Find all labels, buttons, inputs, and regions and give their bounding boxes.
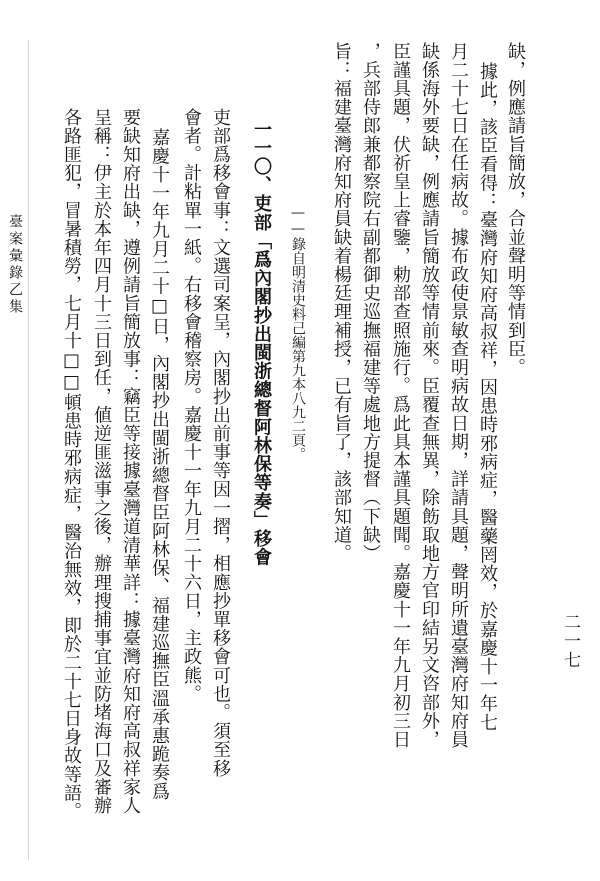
text-column: 據此，該臣看得：臺灣府知府高叔祥，因患時邪病症，醫藥罔效，於嘉慶十一年七: [477, 62, 498, 732]
text-column: 缺係海外要缺，例應請旨簡放等情前來。臣覆查無異，除飭取地方官印結另文咨部外，: [419, 42, 440, 749]
page-number: 二一七: [560, 613, 580, 670]
text-column: 旨：福建臺灣府知府員缺着楊廷理補授，已有旨了，該部知道。: [331, 42, 352, 563]
text-column: 各路匪犯，冒暑積勞，七月十□□頓患時邪病症，醫治無效，即於二十七日身故等語。: [61, 108, 82, 821]
text-column: 會者。計粘單一紙。右移會稽察房。嘉慶十一年九月二十六日，主政熊。: [181, 108, 202, 704]
section-heading: 一一〇、吏部「爲內閣抄出閩浙總督阿林保等奏」移會: [251, 120, 272, 567]
text-column: 臣謹具題，伏祈皇上睿鑒，勅部查照施行。爲此具本謹具題聞。嘉慶十一年九月初三日: [390, 42, 411, 749]
text-column: 呈稱：伊主於本年四月十三日到任，値逆匪滋事之後，辦理搜捕事宜並防堵海口及審辦: [91, 108, 112, 815]
text-column: ，兵部侍郎兼都察院右副都御史巡撫福建等處地方提督（下缺）: [360, 42, 381, 563]
text-column: 缺，例應請旨簡放，合並聲明等情到臣。: [505, 42, 526, 377]
scan-edge-line: [28, 40, 29, 860]
text-column: 吏部爲移會事：文選司案呈，內閣抄出前事等因一摺，相應抄單移會可也。須至移: [210, 108, 231, 778]
text-column: 嘉慶十一年九月二十□日，內閣抄出閩浙總督臣阿林保、福建巡撫臣溫承惠跪奏爲: [149, 128, 170, 801]
book-title: 臺案彙錄乙集: [7, 214, 23, 316]
source-citation: ——錄自明清史料己編第九本八九二頁。: [290, 205, 306, 461]
text-column: 要缺知府出缺，遵例請旨簡放事：竊臣等接據臺灣道清華詳：據臺灣府知府高叔祥家人: [120, 108, 141, 815]
text-column: 月二十七日在任病故。據布政使景敏查明病故日期，詳請具題，聲明所遺臺灣府知府員: [448, 42, 469, 749]
